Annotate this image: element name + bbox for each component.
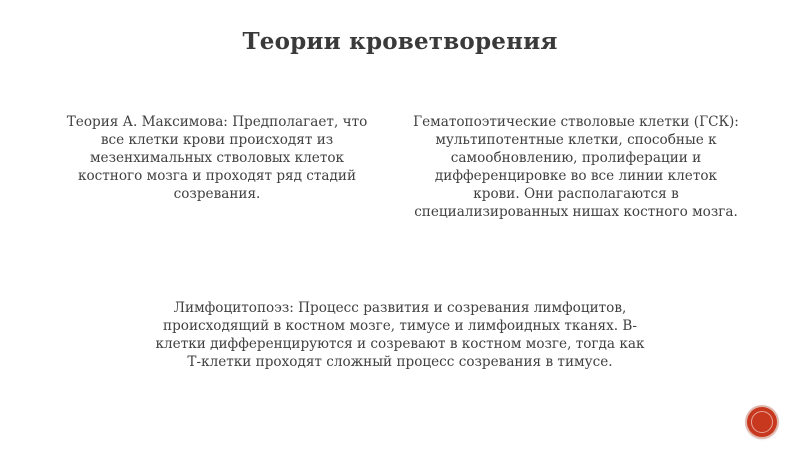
lymphopoiesis-text: Лимфоцитопоэз: Процесс развития и созревания лимфоцитов, происходящий в костном мозге, тимусе и лимфоидных тканях. В- клетки дифференцируются и созревают в костном мозге, тогда как Т-клетки проходят сложный процесс созревания в тимусе.: [155, 300, 645, 370]
hsc-text: Гематопоэтические стволовые клетки (ГСК): мультипотентные клетки, способные к самообновлению, пролиферации и дифференцировке во все линии клеток крови. Они располагаются в специализированных нишах костного мозга.: [413, 114, 739, 220]
red-circle-nav-icon[interactable]: [747, 407, 777, 437]
slide-title: Теории кроветворения: [242, 28, 558, 55]
theory-maximov-text: Теория А. Максимова: Предполагает, что все клетки крови происходят из мезенхимальных стволовых клеток костного мозга и проходят ряд стадий созревания.: [66, 114, 368, 202]
